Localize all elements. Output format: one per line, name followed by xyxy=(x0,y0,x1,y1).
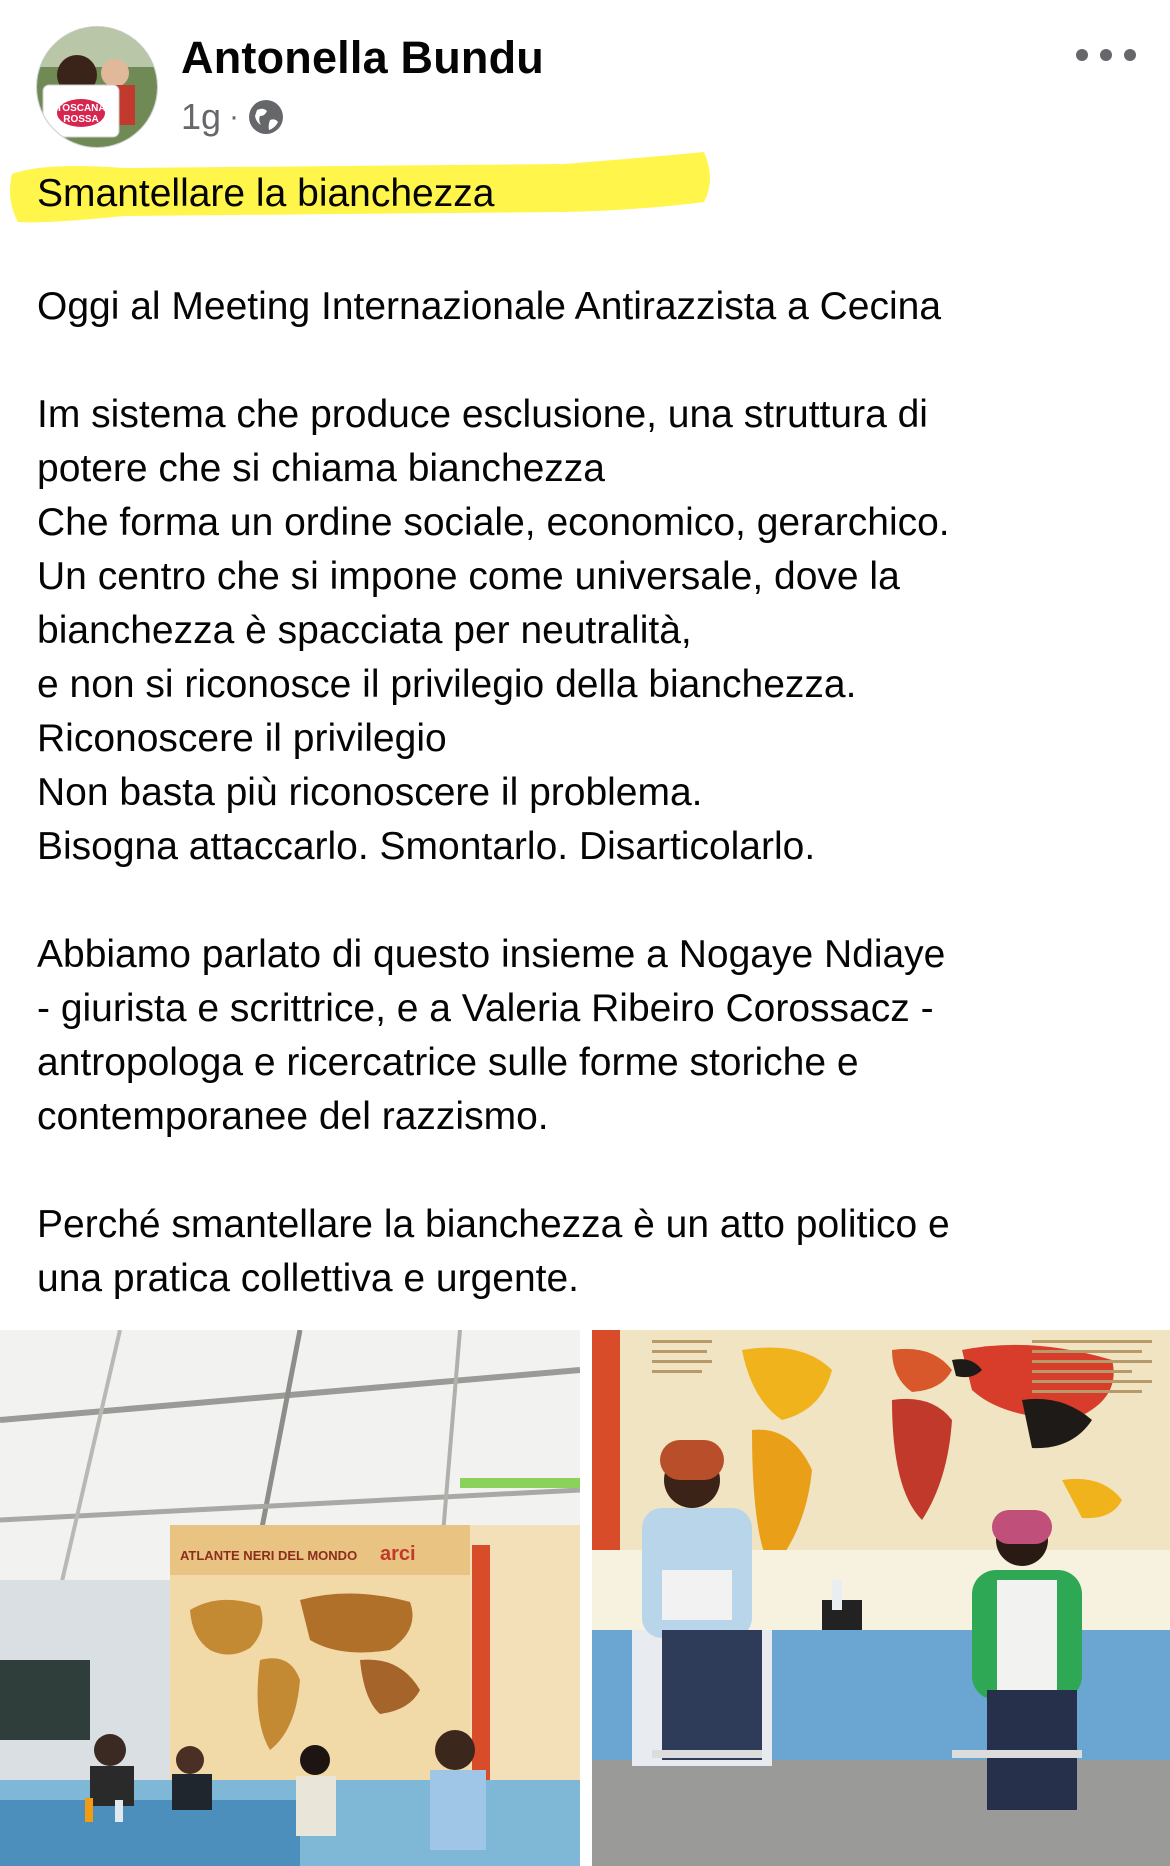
body-line: Non basta più riconoscere il problema. xyxy=(37,771,703,814)
post-time[interactable]: 1g xyxy=(181,96,222,137)
body-line: Che forma un ordine sociale, economico, gerarchico. xyxy=(37,501,950,544)
body-line: Un centro che si impone come universale, dove la xyxy=(37,555,900,598)
globe-icon xyxy=(247,98,285,136)
body-line: antropologa e ricercatrice sulle forme storiche e xyxy=(37,1041,859,1084)
body-line: contemporanee del razzismo. xyxy=(37,1095,549,1138)
avatar-badge-line-2: ROSSA xyxy=(63,114,99,125)
body-line: Perché smantellare la bianchezza è un atto politico e xyxy=(37,1203,950,1246)
author-avatar[interactable] xyxy=(36,26,158,148)
more-options-icon[interactable] xyxy=(1076,40,1136,70)
post-meta xyxy=(181,96,285,138)
body-line: e non si riconosce il privilegio della bianchezza. xyxy=(37,663,857,706)
body-line: una pratica collettiva e urgente. xyxy=(37,1257,580,1300)
avatar-badge-line-1: TOSCANA xyxy=(56,103,106,114)
body-line: Oggi al Meeting Internazionale Antirazzista a Cecina xyxy=(37,285,942,328)
body-line: Riconoscere il privilegio xyxy=(37,717,447,760)
body-line: Bisogna attaccarlo. Smontarlo. Disarticolarlo. xyxy=(37,825,816,868)
post-title: Smantellare la bianchezza xyxy=(37,172,495,215)
photo-left[interactable] xyxy=(0,1330,580,1866)
body-line: potere che si chiama bianchezza xyxy=(37,447,605,490)
banner-brand: arci xyxy=(380,1543,416,1565)
body-line: bianchezza è spacciata per neutralità, xyxy=(37,609,692,652)
post-header xyxy=(0,0,1170,150)
banner-title: ATLANTE NERI DEL MONDO xyxy=(180,1548,358,1563)
body-line: - giurista e scrittrice, e a Valeria Ribeiro Corossacz - xyxy=(37,987,934,1030)
meta-separator: · xyxy=(229,100,240,133)
photo-right[interactable] xyxy=(592,1330,1170,1866)
author-name[interactable]: Antonella Bundu xyxy=(181,32,544,83)
post-body xyxy=(37,280,1147,1306)
body-line: Abbiamo parlato di questo insieme a Nogaye Ndiaye xyxy=(37,933,946,976)
body-line: Im sistema che produce esclusione, una struttura di xyxy=(37,393,928,436)
photo-grid xyxy=(0,1330,1170,1866)
